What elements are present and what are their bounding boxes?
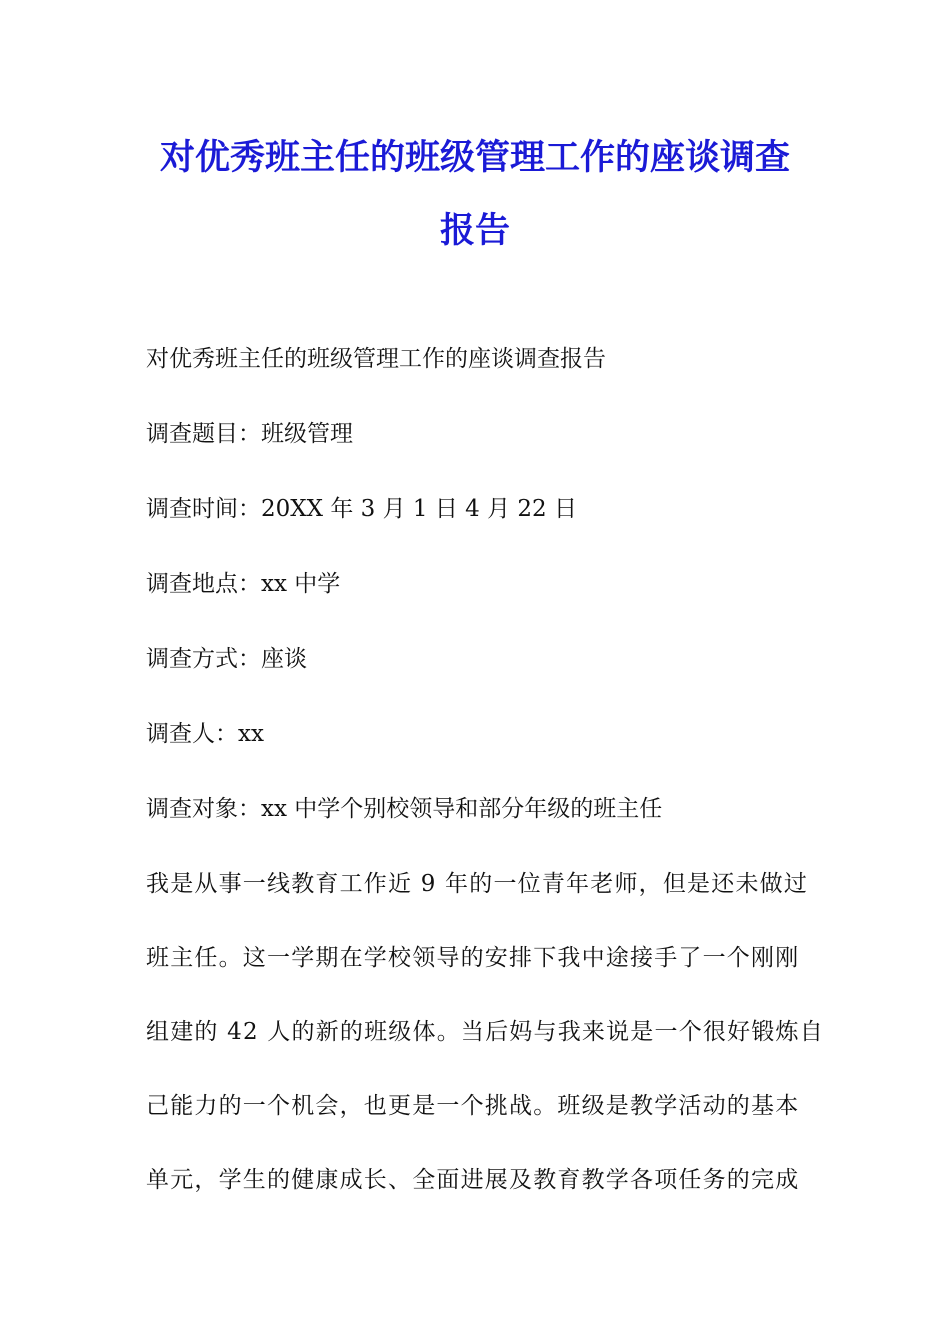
body-line: 组建的 42 人的新的班级体。当后妈与我来说是一个很好锻炼自 bbox=[146, 1019, 824, 1045]
body-line: 己能力的一个机会，也更是一个挑战。班级是教学活动的基本 bbox=[146, 1093, 800, 1119]
field-survey-subjects: 调查对象：xx 中学个别校领导和部分年级的班主任 bbox=[146, 796, 663, 822]
field-survey-location: 调查地点：xx 中学 bbox=[146, 571, 341, 597]
body-line: 班主任。这一学期在学校领导的安排下我中途接手了一个刚刚 bbox=[146, 945, 800, 971]
document-title-line-2: 报告 bbox=[439, 211, 510, 251]
body-line: 我是从事一线教育工作近 9 年的一位青年老师，但是还未做过 bbox=[146, 871, 809, 897]
field-survey-topic: 调查题目：班级管理 bbox=[146, 421, 353, 447]
body-line: 单元，学生的健康成长、全面进展及教育教学各项任务的完成 bbox=[146, 1167, 800, 1193]
field-survey-time: 调查时间：20XX 年 3 月 1 日 4 月 22 日 bbox=[146, 496, 577, 522]
document-title-line-1: 对优秀班主任的班级管理工作的座谈调查 bbox=[159, 138, 790, 178]
document-subtitle: 对优秀班主任的班级管理工作的座谈调查报告 bbox=[146, 346, 606, 372]
field-surveyor: 调查人：xx bbox=[146, 721, 264, 747]
field-survey-method: 调查方式：座谈 bbox=[146, 646, 307, 672]
